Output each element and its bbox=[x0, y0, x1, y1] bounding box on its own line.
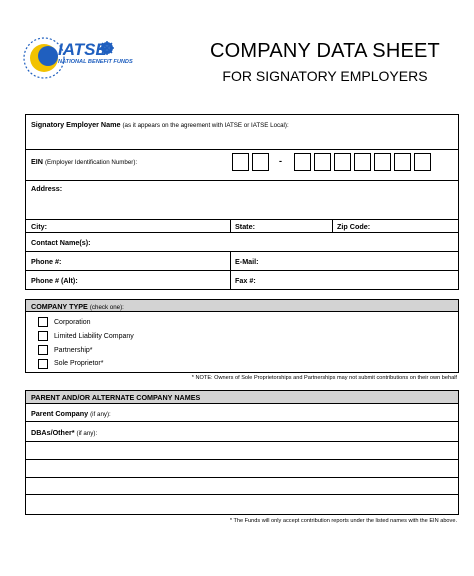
corporation-option-label: Corporation bbox=[54, 319, 91, 326]
logo-globe-icon bbox=[38, 46, 58, 66]
phone-label: Phone #: bbox=[31, 257, 62, 266]
phone-alt-label: Phone # (Alt): bbox=[31, 276, 78, 285]
logo-tagline: NATIONAL BENEFIT FUNDS bbox=[58, 59, 133, 65]
state-label: State: bbox=[235, 222, 255, 231]
iatse-logo bbox=[14, 32, 164, 92]
city-state-zip-row bbox=[26, 220, 458, 233]
dba-row[interactable] bbox=[26, 422, 458, 442]
sole-proprietor-checkbox[interactable] bbox=[38, 359, 48, 369]
corporation-checkbox[interactable] bbox=[38, 317, 48, 327]
company-type-header bbox=[26, 300, 458, 312]
ein-label: EIN (Employer Identification Number): bbox=[31, 157, 138, 166]
partnership-option-label: Partnership* bbox=[54, 347, 93, 354]
parent-names-title: PARENT AND/OR ALTERNATE COMPANY NAMES bbox=[31, 393, 201, 402]
sole-proprietor-option-label: Sole Proprietor* bbox=[54, 360, 104, 367]
dba-blank-row[interactable] bbox=[26, 478, 458, 495]
parent-names-header bbox=[26, 391, 458, 404]
company-type-note: * NOTE: Owners of Sole Proprietorships and Partnerships may not submit contributions on their own behalf bbox=[191, 375, 457, 381]
page-title: COMPANY DATA SHEET bbox=[210, 40, 440, 62]
parent-company-row[interactable] bbox=[26, 404, 458, 422]
ein-digit-2[interactable] bbox=[252, 153, 269, 171]
ein-digit-1[interactable] bbox=[232, 153, 249, 171]
phone-alt-fax-row bbox=[26, 271, 458, 289]
partnership-checkbox[interactable] bbox=[38, 345, 48, 355]
company-type-label: COMPANY TYPE (check one): bbox=[31, 302, 124, 311]
logo-brand: IATSE bbox=[58, 40, 107, 59]
ein-digit-5[interactable] bbox=[334, 153, 351, 171]
divider bbox=[230, 252, 231, 270]
company-type-section bbox=[25, 299, 459, 373]
ein-digit-4[interactable] bbox=[314, 153, 331, 171]
employer-name-row[interactable] bbox=[26, 115, 458, 150]
address-label: Address: bbox=[31, 184, 63, 193]
ein-digit-6[interactable] bbox=[354, 153, 371, 171]
divider bbox=[332, 220, 333, 232]
ein-dash: - bbox=[279, 156, 282, 166]
dba-label: DBAs/Other* (if any): bbox=[31, 428, 98, 437]
phone-email-row bbox=[26, 252, 458, 271]
ein-row bbox=[26, 150, 458, 181]
employer-info-section bbox=[25, 114, 459, 290]
ein-digit-8[interactable] bbox=[394, 153, 411, 171]
ein-digit-9[interactable] bbox=[414, 153, 431, 171]
divider bbox=[230, 220, 231, 232]
email-label: E-Mail: bbox=[235, 257, 259, 266]
parent-names-note: * The Funds will only accept contribution reports under the listed names with the EIN above. bbox=[229, 518, 457, 524]
contact-label: Contact Name(s): bbox=[31, 238, 91, 247]
llc-option-label: Limited Liability Company bbox=[54, 333, 134, 340]
dba-blank-row[interactable] bbox=[26, 460, 458, 478]
ein-digit-7[interactable] bbox=[374, 153, 391, 171]
city-label: City: bbox=[31, 222, 47, 231]
fax-label: Fax #: bbox=[235, 276, 256, 285]
dba-blank-row[interactable] bbox=[26, 442, 458, 460]
zip-label: Zip Code: bbox=[337, 222, 371, 231]
address-row[interactable] bbox=[26, 181, 458, 220]
divider bbox=[230, 271, 231, 289]
parent-names-section bbox=[25, 390, 459, 515]
dba-blank-row[interactable] bbox=[26, 495, 458, 514]
parent-company-label: Parent Company (if any): bbox=[31, 409, 111, 418]
employer-name-label: Signatory Employer Name (as it appears on the agreement with IATSE or IATSE Local): bbox=[31, 120, 289, 129]
contact-row[interactable] bbox=[26, 233, 458, 252]
page-subtitle: FOR SIGNATORY EMPLOYERS bbox=[222, 68, 428, 84]
ein-digit-3[interactable] bbox=[294, 153, 311, 171]
llc-checkbox[interactable] bbox=[38, 331, 48, 341]
